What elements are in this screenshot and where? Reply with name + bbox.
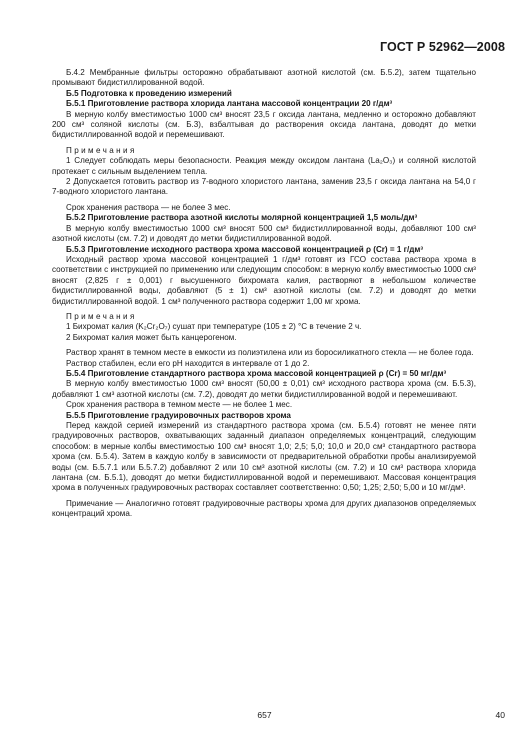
paragraph: Раствор хранят в темном месте в емкости из полиэтилена или из боросиликатного стекла — не более года. <box>66 348 474 358</box>
paragraph: В мерную колбу вместимостью 1000 см³ вносят (50,00 ± 0,01) см³ исходного раствора хрома (см. Б.5.3), добавляют 1 см³ азотной кислоты (см. 7.2), доводят до метки бидистиллированной водой и перемешивают. <box>52 379 476 399</box>
document-id: ГОСТ Р 52962—2008 <box>379 40 505 54</box>
paragraph: В мерную колбу вместимостью 1000 см³ вносят 23,5 г оксида лантана, медленно и осторожно добавляют 200 см³ соляной кислоты (см. Б.3), взбалтывая до растворения оксида лантана, доводят до метки бидистиллированной водой и перемешивают. <box>52 109 476 140</box>
note-item: 1 Бихромат калия (K₂Cr₂O₇) сушат при температуре (105 ± 2) °С в течение 2 ч. <box>66 322 362 332</box>
paragraph: Исходный раствор хрома массовой концентрацией 1 г/дм³ готовят из ГСО состава раствора хрома в соответствии с инструкцией по применению или следующим способом: в мерную колбу вместимостью 1000 см³ вносят (2,825 г ± 0,001) г высушенного бихромата калия, растворяют в небольшом количестве бидистиллированной воды, добавляют (5 ± 1) см³ азотной кислоты (см. 7.2) и доводят до метки бидистиллированной водой. 1 см³ полученного раствора содержит 1,00 мг хрома. <box>52 254 476 306</box>
notes-heading: Примечания <box>66 311 137 321</box>
subsection-heading: Б.5.3 Приготовление исходного раствора хрома массовой концентрацией ρ (Cr) = 1 г/дм³ <box>66 244 424 254</box>
note-item: 2 Бихромат калия может быть канцерогеном. <box>66 332 237 342</box>
page-number-right: 40 <box>495 710 505 720</box>
paragraph: В мерную колбу вместимостью 1000 см³ вносят 500 см³ бидистиллированной воды, добавляют 100 см³ азотной кислоты (см. 7.2) и доводят до метки бидистиллированной водой. <box>52 223 476 244</box>
subsection-heading: Б.5.5 Приготовление градуировочных растворов хрома <box>66 410 291 420</box>
note-item: 2 Допускается готовить раствор из 7-водного хлористого лантана, заменив 23,5 г оксида лантана на 54,0 г 7-водного хлористого лантана. <box>52 177 476 197</box>
page-number-center: 657 <box>257 710 272 720</box>
subsection-heading: Б.5.1 Приготовление раствора хлорида лантана массовой концентрации 20 г/дм³ <box>66 99 393 109</box>
subsection-heading: Б.5.4 Приготовление стандартного раствора хрома массовой концентрацией ρ (Cr) = 50 мг/дм³ <box>66 368 447 378</box>
paragraph: Срок хранения раствора — не более 3 мес. <box>66 202 231 212</box>
notes-heading: Примечания <box>66 145 137 155</box>
paragraph: Раствор стабилен, если его pH находится в интервале от 1 до 2. <box>66 358 310 368</box>
paragraph: Б.4.2 Мембранные фильтры осторожно обрабатывают азотной кислотой (см. Б.5.2), затем тщательно промывают бидистиллированной водой. <box>52 68 476 88</box>
paragraph: Срок хранения раствора в темном месте — не более 1 мес. <box>66 400 293 410</box>
section-heading: Б.5 Подготовка к проведению измерений <box>66 88 232 98</box>
subsection-heading: Б.5.2 Приготовление раствора азотной кислоты молярной концентрацией 1,5 моль/дм³ <box>66 213 418 223</box>
note-paragraph: Примечание — Аналогично готовят градуировочные растворы хрома для других диапазонов определяемых концентраций хрома. <box>52 498 476 519</box>
paragraph: Перед каждой серией измерений из стандартного раствора хрома (см. Б.5.4) готовят не менее пяти градуировочных растворов, охватывающих заданный диапазон определяемых концентраций, следующим способом: в мерные колбы вместимостью 100 см³ вносят 1,0; 2,5; 5,0; 10,0 и 20,0 см³ стандартного раствора хрома (см. Б.5.4). Затем в каждую колбу в зависимости от предварительной обработки пробы анализируемой воды (см. Б.5.7.1 или Б.5.7.2) добавляют 2 или 10 см³ азотной кислоты (см. 7.2) и 10 см³ раствора хлорида лантана (см. Б.5.1), доводят до метки бидистиллированной водой и перемешивают. Массовая концентрация хрома в полученных градуировочных растворах составляет соответственно: 0,50; 1,25; 2,50; 5,00 и 10 мг/дм³. <box>52 421 476 493</box>
note-item: 1 Следует соблюдать меры безопасности. Реакция между оксидом лантана (La₂O₃) и соляной кислотой протекает с сильным выделением тепла. <box>52 156 476 176</box>
document-body <box>52 68 476 520</box>
